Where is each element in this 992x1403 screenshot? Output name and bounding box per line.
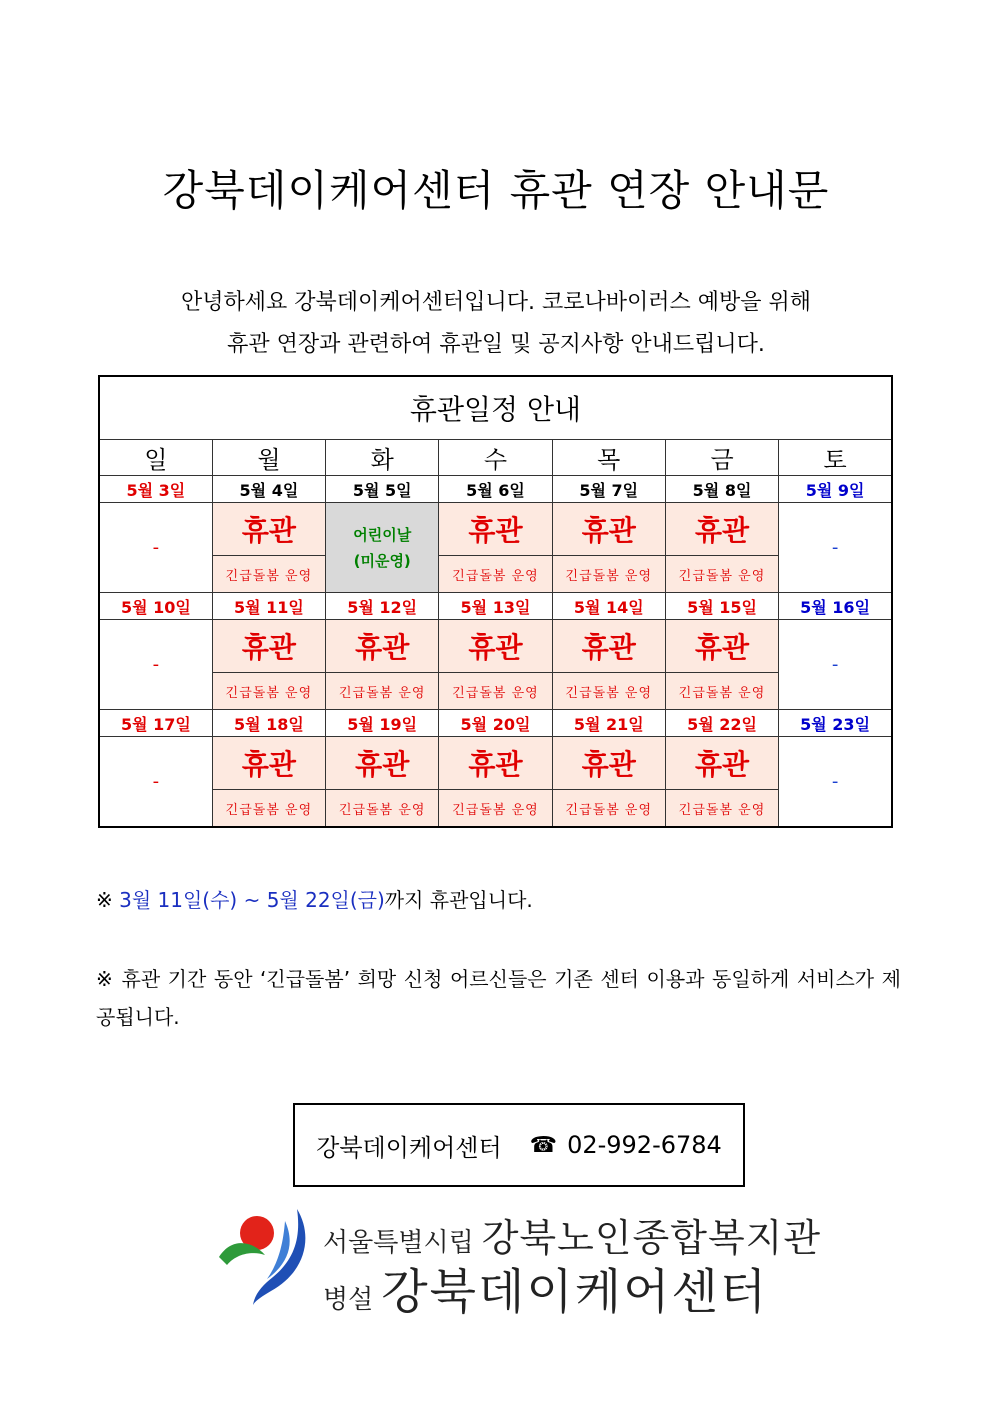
- status-row-week-1: [99, 503, 892, 556]
- date-cell: 5월 11일: [212, 593, 325, 620]
- weekday-sun: 일: [99, 440, 212, 476]
- emergency-care-cell: 긴급돌봄 운영: [439, 673, 552, 710]
- date-cell: 5월 3일: [99, 476, 212, 503]
- contact-box: [293, 1103, 745, 1187]
- holiday-cell: [326, 503, 439, 593]
- closed-cell: 휴관: [665, 737, 778, 790]
- closed-cell: 휴관: [212, 620, 325, 673]
- closed-cell: 휴관: [665, 620, 778, 673]
- closed-cell: 휴관: [439, 620, 552, 673]
- date-row-week-2: [99, 593, 892, 620]
- closed-cell: 휴관: [326, 620, 439, 673]
- date-cell: 5월 7일: [552, 476, 665, 503]
- weekday-mon: 월: [212, 440, 325, 476]
- center-name: 강북데이케어센터: [316, 1133, 502, 1162]
- emergency-care-cell: 긴급돌봄 운영: [552, 790, 665, 828]
- closed-cell: 휴관: [552, 503, 665, 556]
- emergency-care-note: ※ 휴관 기간 동안 ‘긴급돌봄’ 희망 신청 어르신들은 기존 센터 이용과 동일하게 서비스가 제공됩니다.: [96, 967, 901, 1029]
- intro-line-1: 안녕하세요 강북데이케어센터입니다. 코로나바이러스 예방을 위해: [180, 290, 812, 315]
- holiday-name: 어린이날: [353, 525, 412, 544]
- date-cell: 5월 12일: [326, 593, 439, 620]
- care-row-week-1: [99, 556, 892, 593]
- weekday-sat: 토: [779, 440, 892, 476]
- date-cell: 5월 6일: [439, 476, 552, 503]
- date-cell: 5월 18일: [212, 710, 325, 737]
- holiday-note: (미운영): [353, 551, 411, 570]
- intro-text: [0, 282, 992, 366]
- logo-affiliated-label: 병설: [323, 1285, 374, 1315]
- emergency-care-cell: 긴급돌봄 운영: [552, 556, 665, 593]
- emergency-care-cell: 긴급돌봄 운영: [552, 673, 665, 710]
- intro-line-2: 휴관 연장과 관련하여 휴관일 및 공지사항 안내드립니다.: [227, 332, 765, 357]
- no-service-cell: -: [779, 503, 892, 593]
- date-cell: 5월 22일: [665, 710, 778, 737]
- date-cell: 5월 10일: [99, 593, 212, 620]
- emergency-care-cell: 긴급돌봄 운영: [326, 673, 439, 710]
- closed-cell: 휴관: [212, 737, 325, 790]
- closed-cell: 휴관: [552, 620, 665, 673]
- date-row-week-1: [99, 476, 892, 503]
- date-cell: 5월 15일: [665, 593, 778, 620]
- date-cell: 5월 16일: [779, 593, 892, 620]
- weekday-fri: 금: [665, 440, 778, 476]
- emergency-care-cell: 긴급돌봄 운영: [212, 556, 325, 593]
- date-cell: 5월 20일: [439, 710, 552, 737]
- emergency-care-cell: 긴급돌봄 운영: [212, 790, 325, 828]
- closure-period: 3월 11일(수) ~ 5월 22일(금): [119, 888, 385, 912]
- closed-cell: 휴관: [552, 737, 665, 790]
- closure-period-suffix: 까지 휴관입니다.: [384, 888, 533, 912]
- no-service-cell: -: [779, 620, 892, 710]
- no-service-cell: -: [99, 737, 212, 828]
- date-cell: 5월 13일: [439, 593, 552, 620]
- logo-welfare-center: 강북노인종합복지관: [481, 1216, 822, 1260]
- emergency-care-cell: 긴급돌봄 운영: [439, 556, 552, 593]
- weekday-tue: 화: [326, 440, 439, 476]
- reference-mark: ※: [96, 888, 113, 912]
- emergency-care-cell: 긴급돌봄 운영: [665, 790, 778, 828]
- closed-cell: 휴관: [665, 503, 778, 556]
- logo-daycare-center: 강북데이케어센터: [381, 1264, 769, 1320]
- closed-cell: 휴관: [212, 503, 325, 556]
- weekday-wed: 수: [439, 440, 552, 476]
- weekday-header-row: [99, 440, 892, 476]
- date-cell: 5월 14일: [552, 593, 665, 620]
- date-cell: 5월 5일: [326, 476, 439, 503]
- emergency-care-cell: 긴급돌봄 운영: [326, 790, 439, 828]
- emergency-care-cell: 긴급돌봄 운영: [665, 673, 778, 710]
- date-cell: 5월 21일: [552, 710, 665, 737]
- closed-cell: 휴관: [439, 503, 552, 556]
- closure-schedule-table: [98, 375, 893, 828]
- organization-logo: [215, 1205, 822, 1320]
- phone-icon: ☎: [529, 1132, 558, 1158]
- closed-cell: 휴관: [439, 737, 552, 790]
- date-cell: 5월 9일: [779, 476, 892, 503]
- date-cell: 5월 19일: [326, 710, 439, 737]
- date-cell: 5월 17일: [99, 710, 212, 737]
- phone-number: 02-992-6784: [567, 1131, 722, 1159]
- closure-period-note: [96, 884, 533, 913]
- page-title: 강북데이케어센터 휴관 연장 안내문: [162, 166, 830, 215]
- date-cell: 5월 8일: [665, 476, 778, 503]
- emergency-care-cell: 긴급돌봄 운영: [439, 790, 552, 828]
- no-service-cell: -: [99, 503, 212, 593]
- no-service-cell: -: [779, 737, 892, 828]
- closed-cell: 휴관: [326, 737, 439, 790]
- date-row-week-3: [99, 710, 892, 737]
- schedule-caption: 휴관일정 안내: [99, 376, 892, 440]
- date-cell: 5월 4일: [212, 476, 325, 503]
- weekday-thu: 목: [552, 440, 665, 476]
- logo-city-label: 서울특별시립: [323, 1228, 474, 1258]
- emergency-care-cell: 긴급돌봄 운영: [665, 556, 778, 593]
- no-service-cell: -: [99, 620, 212, 710]
- seoul-emblem-icon: [215, 1205, 315, 1305]
- care-row-week-3: [99, 790, 892, 828]
- care-row-week-2: [99, 673, 892, 710]
- emergency-care-cell: 긴급돌봄 운영: [212, 673, 325, 710]
- date-cell: 5월 23일: [779, 710, 892, 737]
- status-row-week-2: [99, 620, 892, 673]
- status-row-week-3: [99, 737, 892, 790]
